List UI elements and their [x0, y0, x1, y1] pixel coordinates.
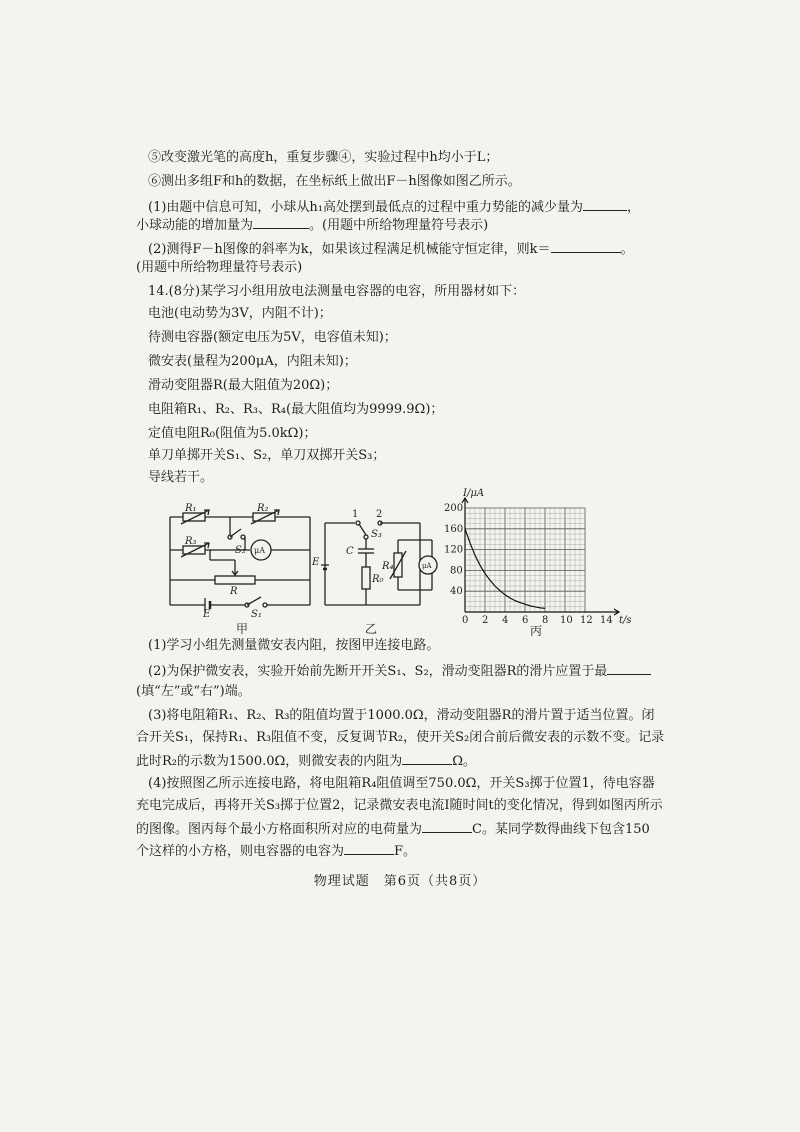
answer-blank[interactable] [607, 662, 651, 675]
text-line: (2)测得F－h图像的斜率为k，如果该过程满足机械能守恒定律，则k＝ 。 [148, 242, 634, 257]
label-s2: S₂ [235, 545, 246, 556]
text-line: 导线若干。 [148, 470, 214, 485]
caption-bing: 丙 [530, 624, 543, 638]
text-line: 电池(电动势为3V，内阻不计)； [148, 306, 332, 321]
y-tick-label: 120 [444, 544, 464, 556]
question-text: C。某同学数得曲线下包含150 [472, 822, 650, 837]
x-tick-label: 12 [580, 615, 593, 626]
circuit-diagram-yi [310, 505, 435, 615]
question-text: F。 [394, 844, 417, 859]
x-tick-label: 8 [542, 615, 549, 626]
label-r0: R₀ [372, 574, 384, 585]
caption-yi: 乙 [365, 622, 378, 636]
text-line [136, 820, 650, 838]
text-line: (用题中所给物理量符号表示) [136, 260, 303, 275]
text-line: 单刀单掷开关S₁、S₂，单刀双掷开关S₃； [148, 448, 386, 463]
text-line: 合开关S₁，保持R₁、R₃阻值不变，反复调节R₂，使开关S₂闭合前后微安表的示数不变。记录 [136, 730, 665, 745]
label-s3: S₃ [371, 529, 382, 540]
text-line: 电阻箱R₁、R₂、R₃、R₄(最大阻值均为9999.9Ω)； [148, 402, 444, 417]
label-meter: μA [254, 546, 265, 555]
question-text: 的图像。图丙每个最小方格面积所对应的电荷量为 [136, 822, 423, 837]
label-r: R [230, 586, 238, 597]
answer-blank[interactable] [344, 842, 394, 855]
label-s1: S₁ [251, 609, 262, 620]
label-r3: R₃ [185, 536, 197, 547]
label-r2: R₂ [257, 503, 269, 514]
question-text: 小球动能的增加量为 [136, 218, 254, 233]
label-p1: 1 [352, 509, 359, 520]
x-tick-label: 2 [482, 615, 489, 626]
text-line: (1)学习小组先测量微安表内阻，按图甲连接电路。 [148, 638, 440, 653]
question-text: (1)由题中信息可知，小球从h₁高处摆到最低点的过程中重力势能的减少量为 [148, 200, 583, 215]
page-footer: 物理试题 第6页（共8页） [313, 874, 487, 889]
answer-blank[interactable] [551, 240, 621, 253]
text-line [148, 662, 651, 680]
text-line: ⑥测出多组F和h的数据，在坐标纸上做出F－h图像如图乙所示。 [148, 174, 521, 189]
text-line: (填“左”或“右”)端。 [136, 684, 251, 699]
text-line: 充电完成后，再将开关S₃掷于位置2，记录微安表电流I随时间t的变化情况，得到如图丙所示 [136, 798, 663, 813]
answer-blank[interactable] [422, 820, 472, 833]
label-p2: 2 [376, 509, 383, 520]
x-tick-label: 4 [502, 615, 509, 626]
label-e: E [203, 609, 211, 620]
text-line: (4)按照图乙所示连接电路，将电阻箱R₄阻值调至750.0Ω，开关S₃掷于位置1，待电容器 [148, 776, 655, 791]
x-tick-label: 6 [522, 615, 529, 626]
x-tick-label: 14 [600, 615, 613, 626]
text-line [136, 842, 416, 860]
circuit-diagram-jia [165, 503, 315, 620]
label-meter-yi: μA [422, 562, 432, 570]
x-tick-label: 0 [462, 615, 469, 626]
y-tick-label: 40 [450, 586, 463, 598]
answer-blank[interactable] [253, 216, 309, 229]
caption-jia: 甲 [236, 622, 249, 636]
answer-blank[interactable] [583, 198, 627, 211]
label-r1: R₁ [185, 503, 197, 514]
question-text: (2)测得F－h图像的斜率为k，如果该过程满足机械能守恒定律，则k＝ [148, 242, 551, 257]
text-line: 待测电容器(额定电压为5V，电容值未知)； [148, 330, 397, 345]
label-r4: R₄ [382, 561, 394, 572]
question-text: Ω。 [452, 754, 477, 769]
rheostat-r [215, 576, 255, 584]
y-tick-label: 160 [444, 523, 464, 535]
chart-ylabel: I/μA [463, 488, 485, 499]
text-line: (3)将电阻箱R₁、R₂、R₃的阻值均置于1000.0Ω，滑动变阻器R的滑片置于适当位置。闭 [148, 708, 655, 723]
text-line: 14.(8分)某学习小组用放电法测量电容器的电容，所用器材如下： [148, 284, 526, 299]
label-c: C [346, 546, 354, 557]
question-text: 个这样的小方格，则电容器的电容为 [136, 844, 345, 859]
label-e-yi: E [312, 557, 320, 568]
text-line: (1)由题中信息可知，小球从h₁高处摆到最低点的过程中重力势能的减少量为 ， [148, 200, 641, 215]
y-tick-label: 200 [444, 503, 464, 514]
text-line: 微安表(量程为200μA，内阻未知)； [148, 354, 357, 369]
text-line [136, 752, 476, 770]
question-text: 此时R₂的示数为1500.0Ω，则微安表的内阻为 [136, 754, 403, 769]
y-tick-label: 80 [450, 565, 463, 577]
text-line: 定值电阻R₀(阻值为5.0kΩ)； [148, 426, 317, 441]
x-tick-label: 10 [560, 615, 573, 626]
answer-blank[interactable] [402, 752, 452, 765]
text-line: 滑动变阻器R(最大阻值为20Ω)； [148, 378, 339, 393]
question-text: 。(用题中所给物理量符号表示) [309, 218, 489, 233]
chart-bing [435, 482, 632, 626]
resistor-r0 [362, 567, 370, 589]
chart-xlabel: t/s [619, 615, 632, 626]
text-line [136, 216, 488, 234]
question-text: (2)为保护微安表，实验开始前先断开开关S₁、S₂，滑动变阻器R的滑片应置于最 [148, 664, 608, 679]
text-line: ⑤改变激光笔的高度h，重复步骤④，实验过程中h均小于L； [148, 150, 499, 165]
